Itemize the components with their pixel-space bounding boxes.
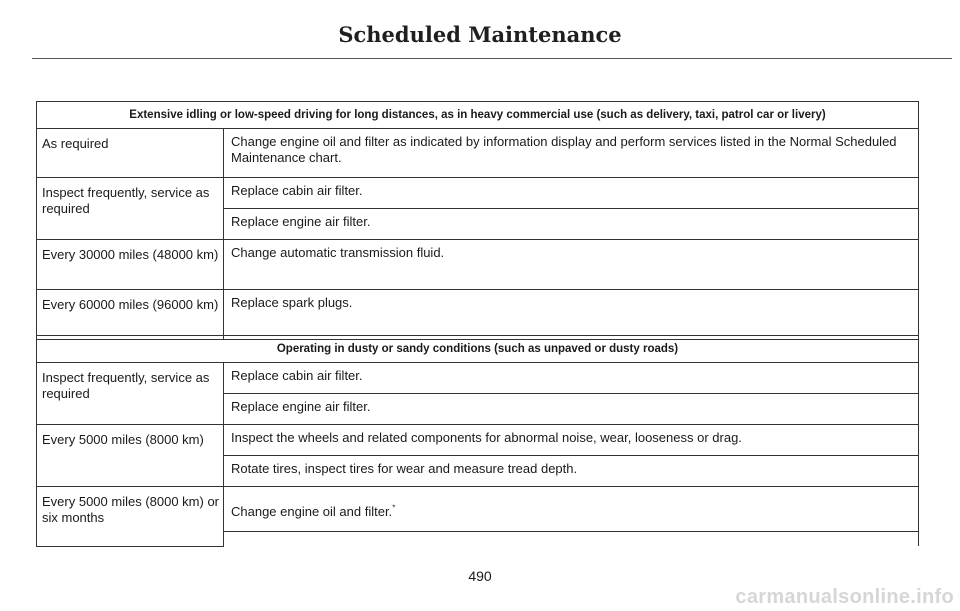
interval-cell: Every 60000 miles (96000 km) (37, 290, 224, 340)
table-heading: Extensive idling or low-speed driving for long distances, as in heavy commercial use (such as delivery, taxi, patrol car or livery) (37, 102, 919, 129)
task-cell: Replace cabin air filter. (224, 178, 919, 209)
task-cell: Replace spark plugs. (224, 290, 919, 340)
interval-cell: Inspect frequently, service as required (37, 363, 224, 425)
interval-cell: Every 5000 miles (8000 km) (37, 425, 224, 487)
interval-cell: Every 30000 miles (48000 km) (37, 240, 224, 290)
task-cell: Change engine oil and filter as indicated by information display and perform services listed in the Normal Scheduled Maintenance chart. (224, 129, 919, 178)
task-cell: Inspect the wheels and related components for abnormal noise, wear, looseness or drag. (224, 425, 919, 456)
task-cell: Replace engine air filter. (224, 394, 919, 425)
idling-maintenance-table (36, 101, 919, 340)
task-cell: Change automatic transmission fluid. (224, 240, 919, 290)
title-divider (32, 58, 952, 59)
task-text: Change engine oil and filter. (231, 503, 393, 519)
task-cell-continued (224, 532, 919, 547)
interval-cell: Every 5000 miles (8000 km) or six months (37, 487, 224, 547)
footnote-mark: * (392, 503, 396, 513)
table-header-row (37, 336, 919, 363)
dusty-conditions-table (36, 335, 919, 547)
interval-cell: Inspect frequently, service as required (37, 178, 224, 240)
watermark: carmanualsonline.info (735, 586, 954, 608)
table-row (37, 290, 919, 340)
table-row (37, 363, 919, 394)
page-number: 490 (468, 568, 492, 584)
task-cell: Replace cabin air filter. (224, 363, 919, 394)
table-row (37, 129, 919, 178)
table-header-row (37, 102, 919, 129)
interval-cell: As required (37, 129, 224, 178)
task-cell: Replace engine air filter. (224, 209, 919, 240)
page-title: Scheduled Maintenance (338, 22, 622, 47)
table-row (37, 425, 919, 456)
table-row (37, 240, 919, 290)
task-cell: Rotate tires, inspect tires for wear and measure tread depth. (224, 456, 919, 487)
table-row (37, 487, 919, 532)
table-row (37, 178, 919, 209)
table-heading: Operating in dusty or sandy conditions (such as unpaved or dusty roads) (37, 336, 919, 363)
task-cell (224, 487, 919, 532)
